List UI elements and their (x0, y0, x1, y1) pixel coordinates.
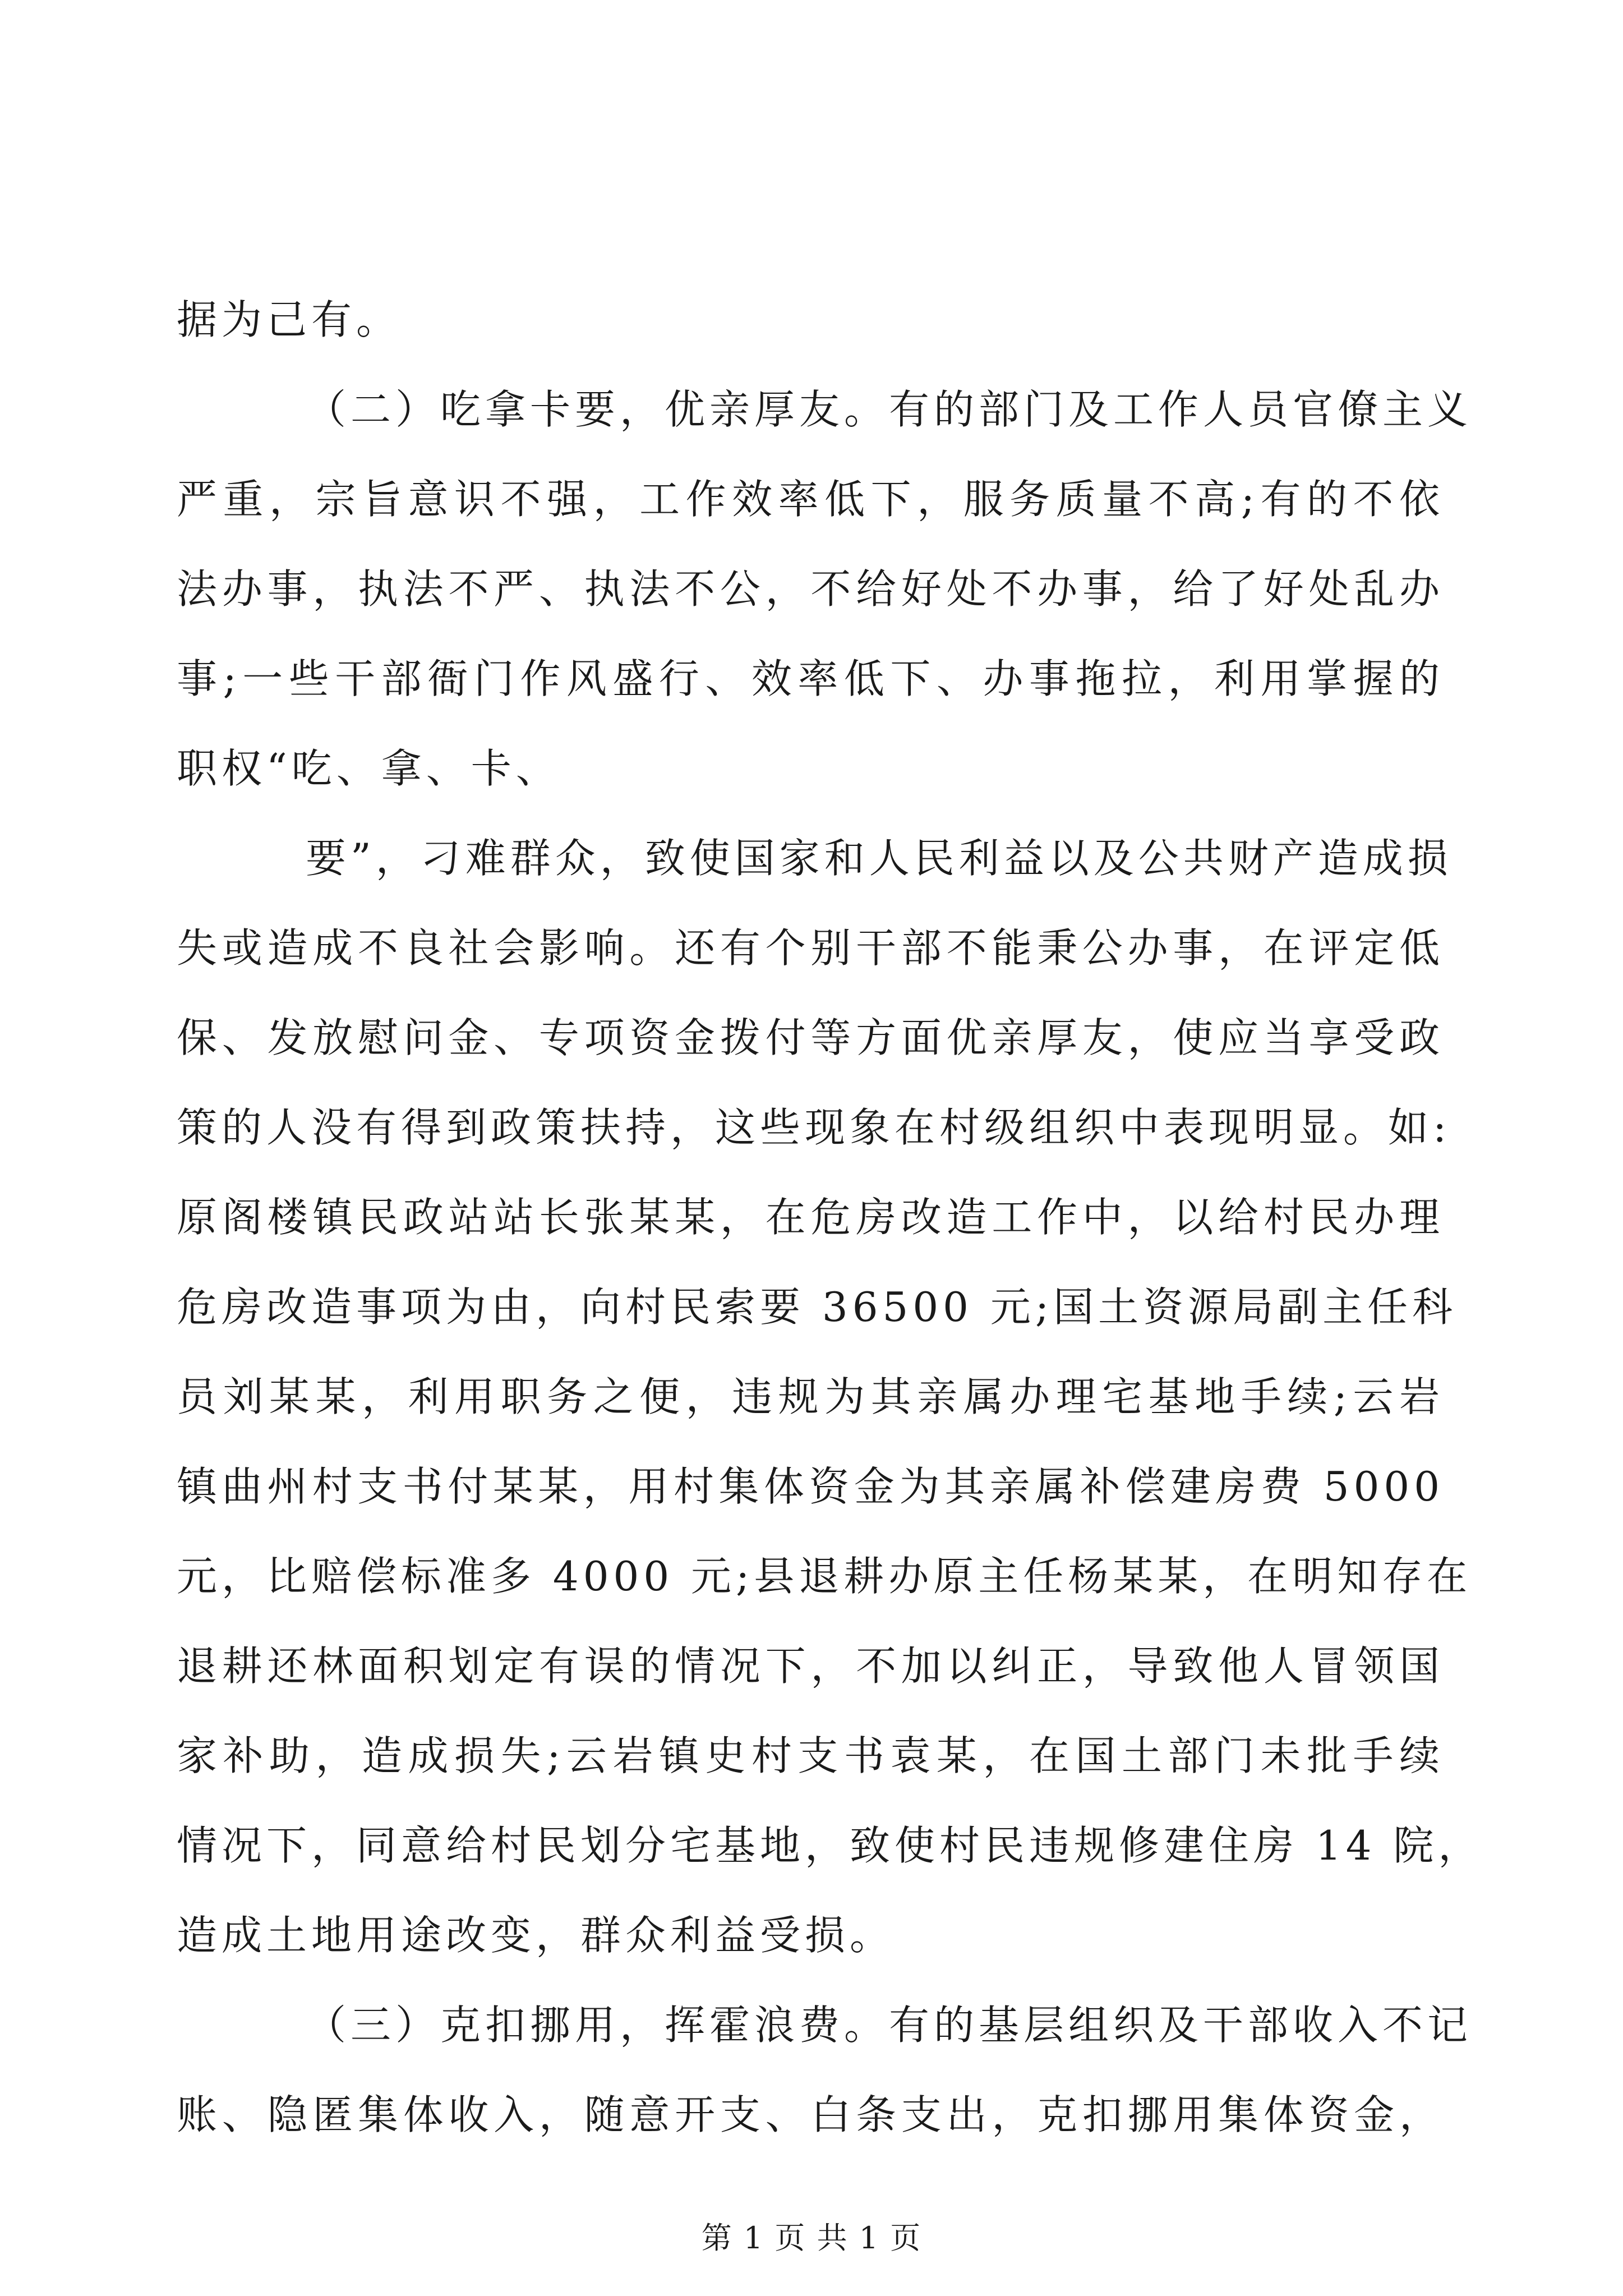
text-line: 职权“吃、拿、卡、 (177, 745, 561, 792)
text-line: 账、隐匿集体收入，随意开支、白条支出，克扣挪用集体资金， (177, 2091, 1444, 2138)
text-line: 要”，刁难群众，致使国家和人民利益以及公共财产造成损 (306, 835, 1453, 882)
text-line: 元，比赔偿标准多 4000 元;县退耕办原主任杨某某，在明知存在 (177, 1553, 1472, 1600)
text-line: 情况下，同意给村民划分宅基地，致使村民违规修建住房 14 院， (177, 1822, 1483, 1869)
text-line: 失或造成不良社会影响。还有个别干部不能秉公办事，在评定低 (177, 924, 1444, 972)
text-line: 保、发放慰问金、专项资金拨付等方面优亲厚友，使应当享受政 (177, 1014, 1444, 1061)
text-line: 员刘某某，利用职务之便，违规为其亲属办理宅基地手续;云岩 (177, 1373, 1444, 1420)
text-line: 据为己有。 (177, 296, 402, 343)
section-heading-line: （二）吃拿卡要，优亲厚友。有的部门及工作人员官僚主义 (306, 386, 1473, 433)
text-line: 事;一些干部衙门作风盛行、效率低下、办事拖拉，利用掌握的 (177, 655, 1444, 702)
section-heading-line: （三）克扣挪用，挥霍浪费。有的基层组织及干部收入不记 (306, 2001, 1473, 2049)
text-line: 原阁楼镇民政站站长张某某，在危房改造工作中，以给村民办理 (177, 1194, 1444, 1241)
text-line: 家补助，造成损失;云岩镇史村支书袁某，在国土部门未批手续 (177, 1732, 1444, 1779)
text-line: 严重，宗旨意识不强，工作效率低下，服务质量不高;有的不依 (177, 476, 1444, 523)
text-line: 策的人没有得到政策扶持，这些现象在村级组织中表现明显。如: (177, 1104, 1451, 1151)
text-line: 造成土地用途改变，群众利益受损。 (177, 1912, 895, 1959)
text-line: 危房改造事项为由，向村民索要 36500 元;国土资源局副主任科 (177, 1283, 1458, 1331)
text-line: 法办事，执法不严、执法不公，不给好处不办事，给了好处乱办 (177, 565, 1444, 613)
text-line: 退耕还林面积划定有误的情况下，不加以纠正，导致他人冒领国 (177, 1642, 1444, 1690)
page-footer: 第 1 页 共 1 页 (701, 2220, 922, 2256)
text-line: 镇曲州村支书付某某，用村集体资金为其亲属补偿建房费 5000 (177, 1463, 1444, 1510)
